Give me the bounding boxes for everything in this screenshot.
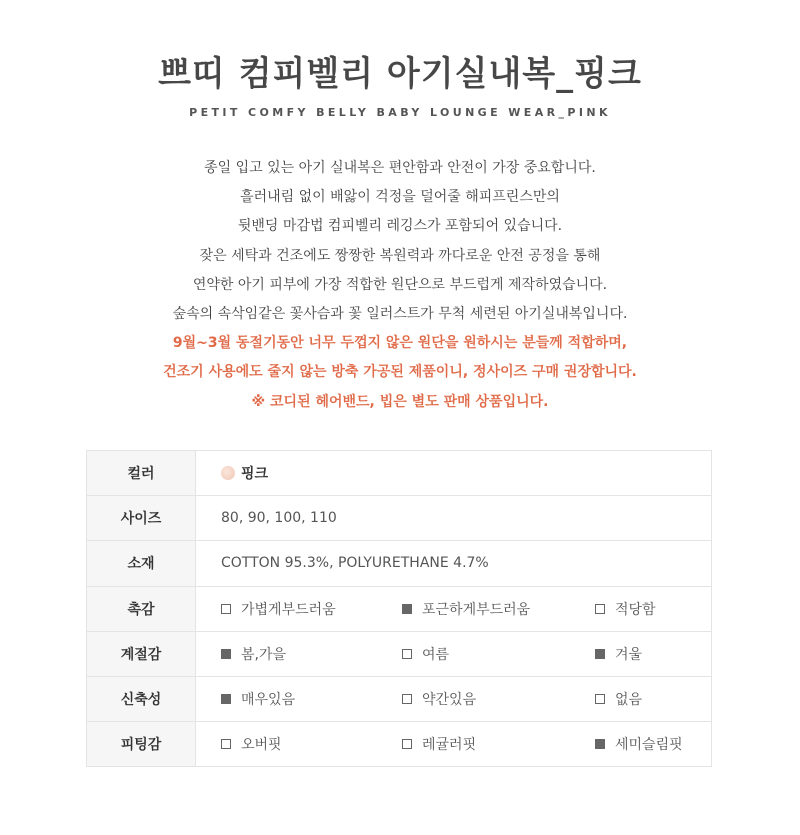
color-name: 핑크 xyxy=(241,466,269,483)
color-swatch-icon xyxy=(221,466,235,480)
spec-label: 소재 xyxy=(87,541,196,586)
checkbox-icon xyxy=(402,649,412,659)
spec-row-stretch xyxy=(87,676,712,721)
option-label: 겨울 xyxy=(615,646,643,663)
option-item xyxy=(402,644,595,664)
checkbox-icon xyxy=(402,739,412,749)
description-line: 연약한 아기 피부에 가장 적합한 원단으로 부드럽게 제작하였습니다. xyxy=(192,276,608,293)
option-label: 매우있음 xyxy=(241,692,296,709)
spec-label: 사이즈 xyxy=(87,496,196,541)
option-label: 포근하게부드러움 xyxy=(422,601,531,618)
option-item xyxy=(402,599,595,619)
spec-value: COTTON 95.3%, POLYURETHANE 4.7% xyxy=(196,541,712,586)
option-label: 적당함 xyxy=(615,601,656,618)
spec-row-size xyxy=(87,496,712,541)
spec-row-season xyxy=(87,631,712,676)
description-line: 뒷밴딩 마감법 컴피벨리 레깅스가 포함되어 있습니다. xyxy=(237,218,563,235)
option-item xyxy=(221,599,402,619)
description-line: 숲속의 속삭임같은 꽃사슴과 꽃 일러스트가 무척 세련된 아기실내복입니다. xyxy=(172,305,628,322)
spec-label: 피팅감 xyxy=(87,722,196,767)
option-label: 오버핏 xyxy=(241,737,282,754)
spec-value xyxy=(196,631,712,676)
option-item xyxy=(595,644,705,664)
option-item xyxy=(221,644,402,664)
product-description xyxy=(0,154,800,417)
option-label: 봄,가을 xyxy=(241,646,287,663)
checkbox-icon xyxy=(221,604,231,614)
option-label: 약간있음 xyxy=(422,692,477,709)
checkbox-icon xyxy=(595,694,605,704)
product-subtitle: PETIT COMFY BELLY BABY LOUNGE WEAR_PINK xyxy=(189,106,611,119)
spec-value: 80, 90, 100, 110 xyxy=(196,496,712,541)
spec-value xyxy=(196,586,712,631)
option-label: 세미슬림핏 xyxy=(615,737,683,754)
spec-row-color xyxy=(87,451,712,496)
option-item xyxy=(221,689,402,709)
checkbox-icon xyxy=(595,649,605,659)
checkbox-icon xyxy=(221,649,231,659)
checkbox-icon xyxy=(221,739,231,749)
description-line: 흘러내림 없이 배앓이 걱정을 덜어줄 해피프린스만의 xyxy=(240,189,560,206)
notice-line: 건조기 사용에도 줄지 않는 방축 가공된 제품이니, 정사이즈 구매 권장합니다. xyxy=(163,364,637,381)
spec-row-touch xyxy=(87,586,712,631)
spec-table xyxy=(86,450,712,767)
option-item xyxy=(595,734,705,754)
option-item xyxy=(595,599,705,619)
option-item xyxy=(221,734,402,754)
spec-label: 촉감 xyxy=(87,586,196,631)
option-label: 레귤러핏 xyxy=(422,737,477,754)
checkbox-icon xyxy=(221,694,231,704)
description-line: 종일 입고 있는 아기 실내복은 편안함과 안전이 가장 중요합니다. xyxy=(204,160,596,176)
checkbox-icon xyxy=(595,739,605,749)
checkbox-icon xyxy=(402,604,412,614)
notice-line: 9월~3월 동절기동안 너무 두껍지 않은 원단을 원하시는 분들께 적합하며, xyxy=(172,335,628,352)
spec-row-material xyxy=(87,541,712,586)
option-label: 여름 xyxy=(422,646,450,663)
spec-value xyxy=(196,676,712,721)
option-item xyxy=(402,689,595,709)
spec-label: 계절감 xyxy=(87,631,196,676)
notice-line: ※ 코디된 헤어밴드, 빕은 별도 판매 상품입니다. xyxy=(251,393,549,410)
description-line: 잦은 세탁과 건조에도 짱짱한 복원력과 까다로운 안전 공정을 통해 xyxy=(199,247,601,264)
spec-label: 신축성 xyxy=(87,676,196,721)
option-item xyxy=(402,734,595,754)
spec-label: 컬러 xyxy=(87,451,196,496)
checkbox-icon xyxy=(402,694,412,704)
spec-value xyxy=(196,722,712,767)
product-title: 쁘띠 컴피벨리 아기실내복_핑크 xyxy=(158,54,642,94)
spec-value xyxy=(196,451,712,496)
option-item xyxy=(595,689,705,709)
spec-row-fit xyxy=(87,722,712,767)
option-label: 가볍게부드러움 xyxy=(241,601,336,618)
checkbox-icon xyxy=(595,604,605,614)
option-label: 없음 xyxy=(615,692,643,709)
